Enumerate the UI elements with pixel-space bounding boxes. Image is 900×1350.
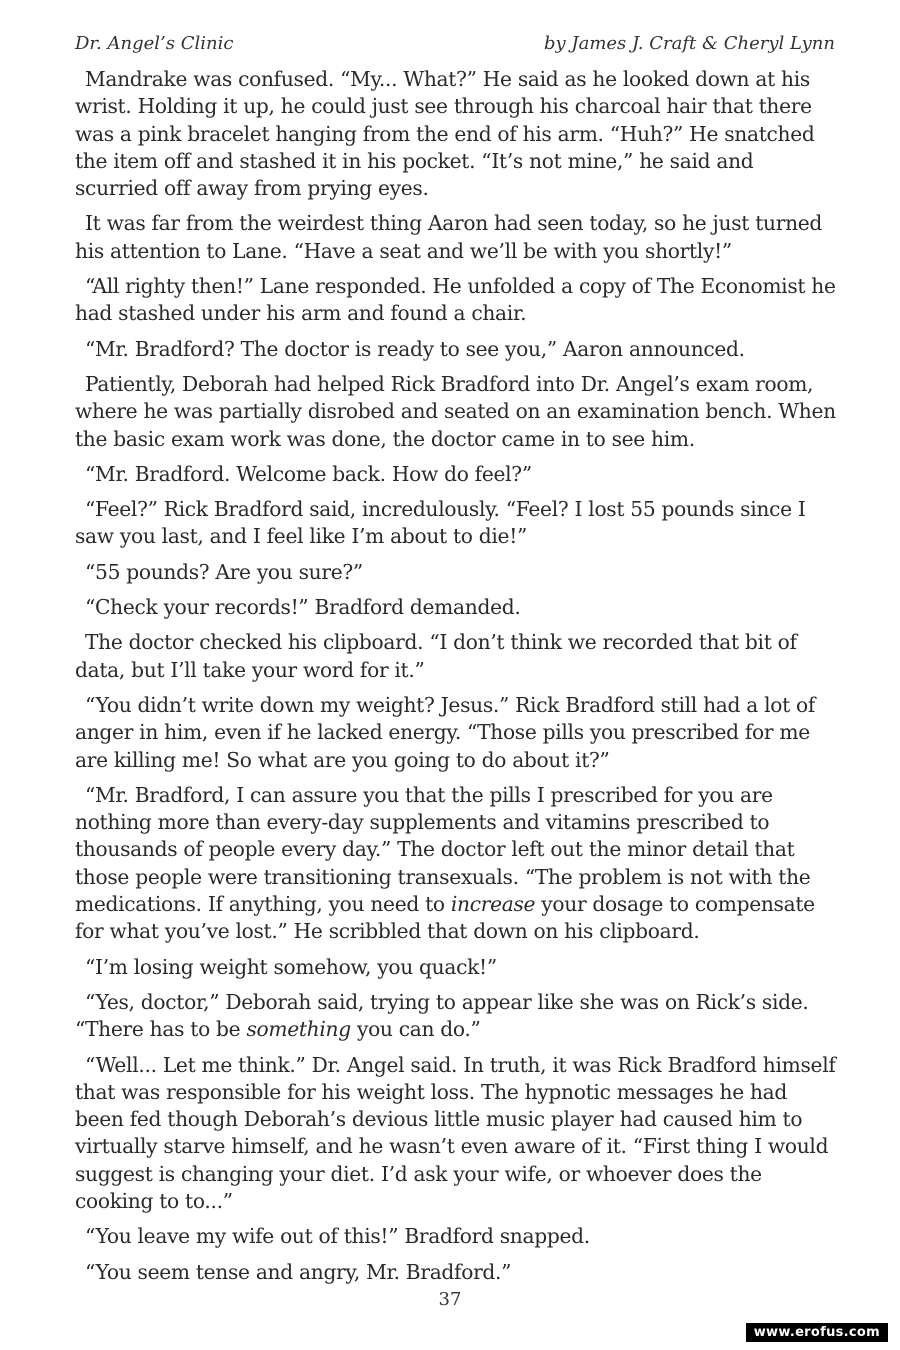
emphasized-text: something [246, 1017, 351, 1042]
paragraph-text: The doctor checked his clipboard. “I don’t think we recorded that bit of data, but I’ll take your word for it.” [75, 630, 797, 682]
running-header [75, 33, 835, 54]
paragraph-text: your dosage to compensate for what you’ve lost.” He scribbled that down on his clipboard. [75, 892, 815, 944]
paragraph-text: “Feel?” Rick Bradford said, incredulously. “Feel? I lost 55 pounds since I saw you last, and I feel like I’m about to die!” [75, 497, 806, 549]
paragraph-text: “I’m losing weight somehow, you quack!” [85, 954, 497, 979]
paragraph-text: “Yes, doctor,” Deborah said, trying to appear like she was on Rick’s side. “There has to be [75, 989, 809, 1042]
paragraph-text: “Well... Let me think.” Dr. Angel said. In truth, it was Rick Bradford himself that was responsible for his weight loss. The hypnotic messages he had been fed though Deborah’s devious little music player had caused him to virtually starve himself, and he wasn’t even aware of it. “First thing I would suggest is changing your diet. I’d ask your wife, or whoever does the cooking to to...” [75, 1052, 836, 1213]
paragraph [75, 273, 837, 328]
paragraph-text: Patiently, Deborah had helped Rick Bradford into Dr. Angel’s exam room, where he was partially disrobed and seated on an examination bench. When the basic exam work was done, the doctor came in to see him. [75, 371, 836, 451]
paragraph [75, 989, 837, 1044]
paragraph [75, 559, 837, 586]
paragraph [75, 66, 837, 202]
paragraph [75, 1052, 837, 1216]
paragraph [75, 629, 837, 684]
page-number: 37 [438, 1289, 462, 1310]
paragraph [75, 782, 837, 946]
paragraph [75, 1223, 837, 1250]
paragraph [75, 496, 837, 551]
paragraph [75, 594, 837, 621]
header-authors: by James J. Craft & Cheryl Lynn [543, 33, 835, 54]
paragraph [75, 692, 837, 774]
paragraph-text: you can do.” [350, 1017, 481, 1042]
paragraph [75, 1259, 837, 1286]
paragraph [75, 336, 837, 363]
paragraph-text: It was far from the weirdest thing Aaron had seen today, so he just turned his attention to Lane. “Have a seat and we’ll be with you shortly!” [75, 211, 823, 263]
paragraph-text: “You didn’t write down my weight? Jesus.” Rick Bradford still had a lot of anger in him, even if he lacked energy. “Those pills you prescribed for me are killing me! So what are you going to do about it?” [75, 692, 816, 772]
body-text [75, 66, 837, 1294]
paragraph [75, 371, 837, 453]
header-book-title: Dr. Angel’s Clinic [75, 33, 234, 54]
paragraph-text: “Check your records!” Bradford demanded. [85, 595, 521, 620]
paragraph-text: “Mr. Bradford, I can assure you that the pills I prescribed for you are nothing more than every-day supplements and vitamins prescribed to thousands of people every day.” The doctor left out the minor detail that those people were transitioning transexuals. “The problem is not with the medications. If anything, you need to [75, 782, 811, 917]
paragraph-text: “55 pounds? Are you sure?” [85, 559, 363, 584]
paragraph [75, 461, 837, 488]
paragraph-text: “All righty then!” Lane responded. He unfolded a copy of The Economist he had stashed under his arm and found a chair. [75, 274, 836, 326]
paragraph-text: “You leave my wife out of this!” Bradford snapped. [85, 1224, 590, 1249]
paragraph-text: “You seem tense and angry, Mr. Bradford.” [85, 1259, 512, 1284]
paragraph [75, 210, 837, 265]
paragraph [75, 954, 837, 981]
emphasized-text: increase [450, 892, 536, 917]
paragraph-text: “Mr. Bradford? The doctor is ready to see you,” Aaron announced. [85, 336, 745, 361]
paragraph-text: Mandrake was confused. “My... What?” He said as he looked down at his wrist. Holding it up, he could just see through his charcoal hair that there was a pink bracelet hanging from the end of his arm. “Huh?” He snatched the item off and stashed it in his pocket. “It’s not mine,” he said and scurried off away from prying eyes. [75, 67, 815, 201]
paragraph-text: “Mr. Bradford. Welcome back. How do feel?” [85, 461, 532, 486]
site-watermark: www.erofus.com [746, 1323, 888, 1342]
